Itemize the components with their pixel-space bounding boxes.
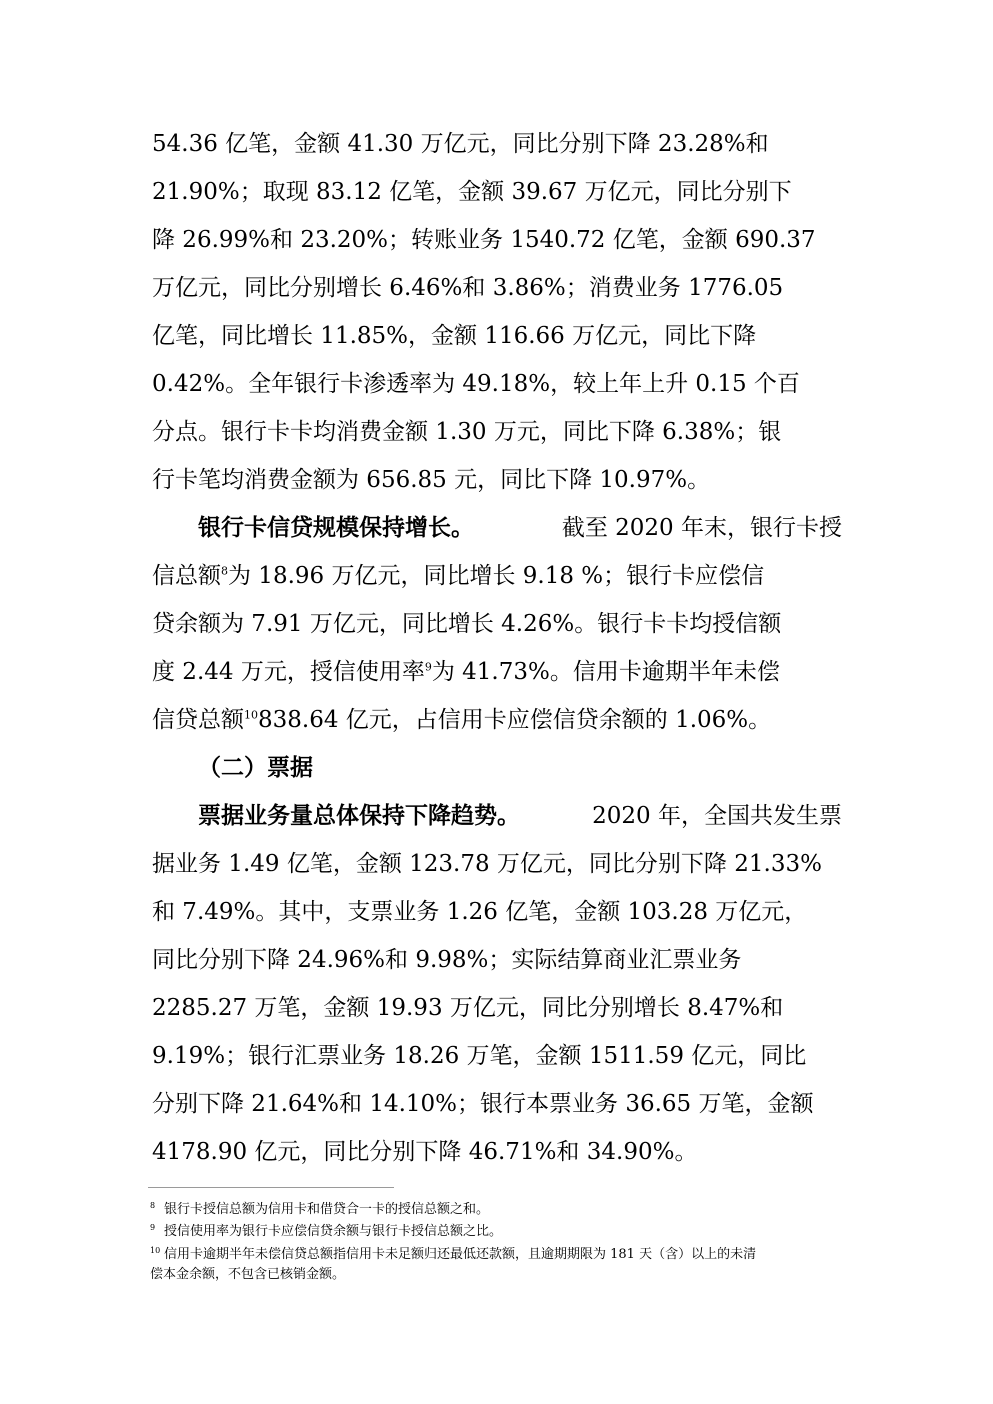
paragraph-line <box>152 124 842 164</box>
footnote-ref: 9 <box>424 660 432 674</box>
text-line: 分点。银行卡卡均消费金额 1.30 万元，同比下降 6.38%；银 <box>152 419 782 445</box>
text-line: 9.19%；银行汇票业务 18.26 万笔，金额 1511.59 亿元，同比 <box>152 1043 807 1069</box>
text-line: 万亿元，同比分别增长 6.46%和 3.86%；消费业务 1776.05 <box>152 275 784 301</box>
footnote <box>150 1265 842 1284</box>
footnote-ref: 8 <box>221 564 228 578</box>
footnote: $^{10}$ 信用卡逾期半年未偿信贷总额指信用卡未足额归还最低还款额，且逾期期限为 181 天（含）以上的未清 <box>150 1245 757 1262</box>
paragraph-line <box>152 844 842 884</box>
text-line: 同比分别下降 24.96%和 9.98%；实际结算商业汇票业务 <box>152 947 742 973</box>
text-line: 分别下降 21.64%和 14.10%；银行本票业务 36.65 万笔，金额 <box>152 1091 814 1117</box>
text-line: 2285.27 万笔，金额 19.93 万亿元，同比分别增长 8.47%和 <box>152 995 784 1021</box>
paragraph-line <box>198 796 842 836</box>
text-line: 行卡笔均消费金额为 656.85 元，同比下降 10.97%。 <box>152 467 711 493</box>
text-line: 据业务 1.49 亿笔，金额 123.78 万亿元，同比分别下降 21.33% <box>152 851 822 877</box>
text-line: 信贷总额$^{10}$838.64 亿元，占信用卡应偿信贷余额的 1.06%。 <box>152 707 772 733</box>
paragraph-line <box>152 556 842 596</box>
text-line: 降 26.99%和 23.20%；转账业务 1540.72 亿笔，金额 690.37 <box>152 227 816 253</box>
paragraph-line <box>152 220 842 260</box>
footnote-text: 偿本金余额，不包含已核销金额。 <box>150 1267 346 1282</box>
footnote-text: 授信使用率为银行卡应偿信贷余额与银行卡授信总额之比。 <box>164 1224 503 1239</box>
text-line: 截至 2020 年末，银行卡授 <box>561 515 842 541</box>
footnote-text: 银行卡授信总额为信用卡和借贷合一卡的授信总额之和。 <box>164 1202 490 1217</box>
footnote: $^8$ 银行卡授信总额为信用卡和借贷合一卡的授信总额之和。 <box>150 1200 490 1217</box>
text-line: 21.90%；取现 83.12 亿笔，金额 39.67 万亿元，同比分别下 <box>152 179 792 205</box>
footnote-divider <box>148 1187 394 1188</box>
paragraph-line <box>152 1132 842 1172</box>
paragraph-line <box>152 604 842 644</box>
paragraph-line <box>152 700 842 740</box>
footnote: $^9$ 授信使用率为银行卡应偿信贷余额与银行卡授信总额之比。 <box>150 1222 503 1239</box>
text-line: 信总额$^8$为 18.96 万亿元，同比增长 9.18 %；银行卡应偿信 <box>152 563 765 589</box>
footnote-text: 信用卡逾期半年未偿信贷总额指信用卡未足额归还最低还款额，且逾期期限为 181 天（含）以上的未清 <box>164 1247 757 1262</box>
paragraph-lead: 票据业务量总体保持下降趋势。 <box>198 803 520 829</box>
text-line: 贷余额为 7.91 万亿元，同比增长 4.26%。银行卡卡均授信额 <box>152 611 782 637</box>
paragraph-line <box>198 508 842 548</box>
text-line: 2020 年，全国共发生票 <box>592 803 842 829</box>
paragraph-lead: 银行卡信贷规模保持增长。 <box>198 515 474 541</box>
paragraph-line <box>152 940 842 980</box>
paragraph-line <box>152 412 842 452</box>
paragraph-line <box>152 316 842 356</box>
footnote-ref: 10 <box>244 708 258 722</box>
text-line: 度 2.44 万元，授信使用率$^9$为 41.73%。信用卡逾期半年未偿 <box>152 659 780 685</box>
paragraph-line <box>152 1036 842 1076</box>
text-line: 4178.90 亿元，同比分别下降 46.71%和 34.90%。 <box>152 1139 698 1165</box>
paragraph-line <box>152 892 842 932</box>
text-line: 0.42%。全年银行卡渗透率为 49.18%，较上年上升 0.15 个百 <box>152 371 800 397</box>
text-line: 和 7.49%。其中，支票业务 1.26 亿笔，金额 103.28 万亿元， <box>152 899 808 925</box>
paragraph-line <box>152 364 842 404</box>
paragraph-line <box>152 1084 842 1124</box>
paragraph-line <box>152 652 842 692</box>
paragraph-line <box>152 460 842 500</box>
paragraph-line <box>152 268 842 308</box>
paragraph-line <box>152 172 842 212</box>
text-line: 54.36 亿笔，金额 41.30 万亿元，同比分别下降 23.28%和 <box>152 131 769 157</box>
paragraph-line <box>152 988 842 1028</box>
section-heading: （二）票据 <box>198 755 313 781</box>
text-line: 亿笔，同比增长 11.85%，金额 116.66 万亿元，同比下降 <box>152 323 757 349</box>
